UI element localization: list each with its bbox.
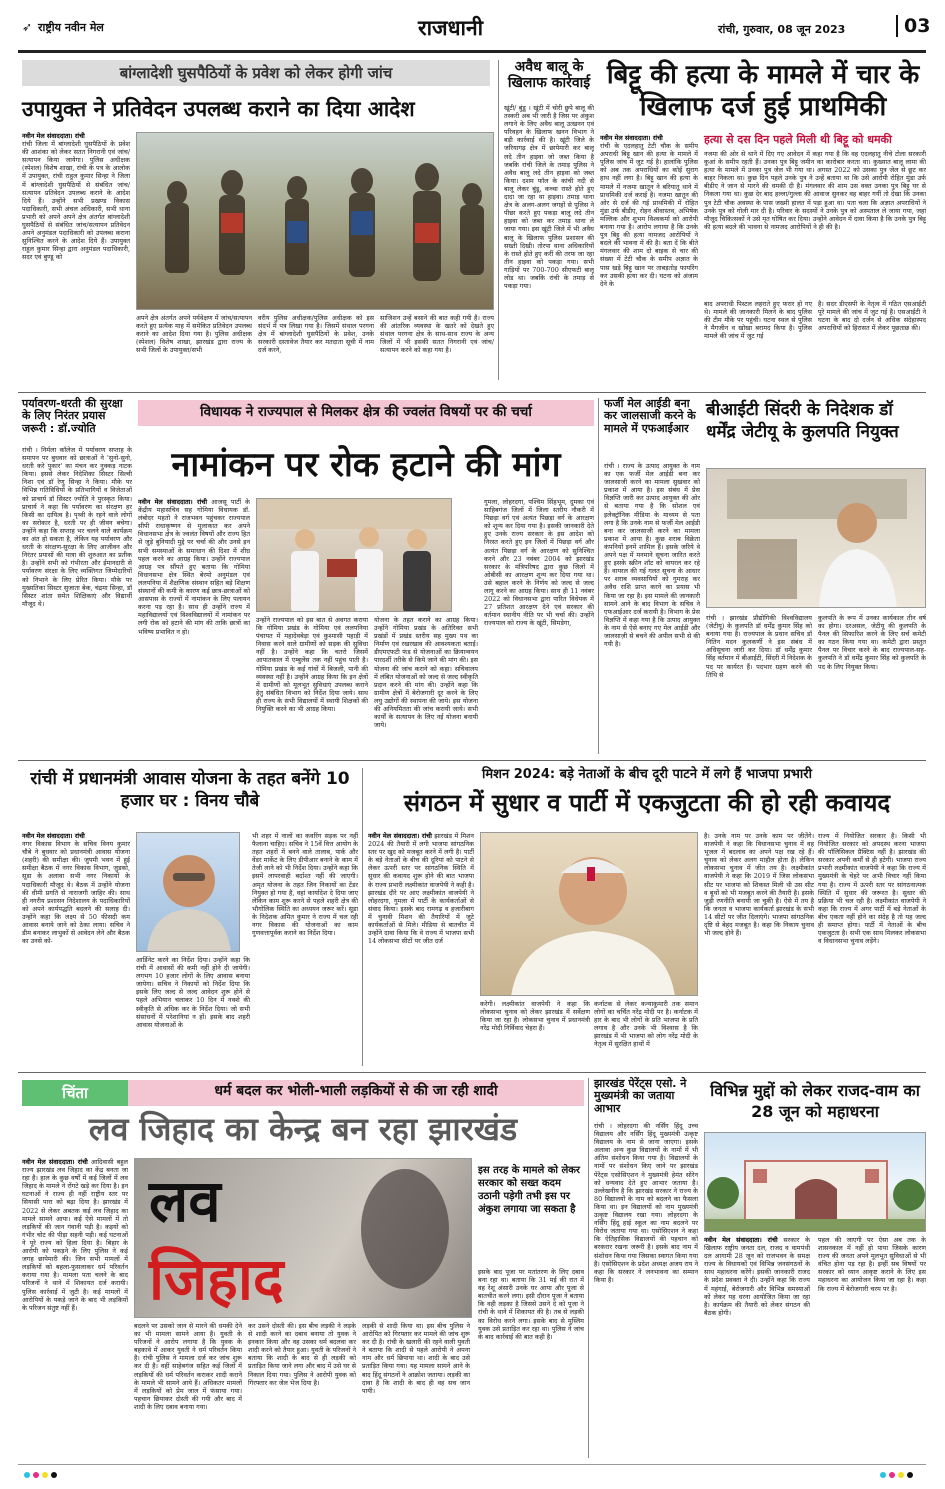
section-name: राजधानी [418, 16, 484, 40]
a6-left-rule [598, 398, 599, 754]
a12-byline: नवीन मेल संवाददाता। रांची [704, 1236, 778, 1244]
a3-col1 [600, 134, 698, 378]
a3-subhead: हत्या से दस दिन पहले मिली थी बिट्टू को धमकी [704, 133, 892, 146]
a3-body1: रांची के एदलहातु टेटी चौक के समीप अपराधी बिट्टू खान की हत्या के मामले में पुलिस जांच में जुट गई है। हालांकि पुलिस को अब तक अपराधियों का कोई सुराग हाथ नहीं लगा है। बिट्टू खान की हत्या के मामले में नजमा खातून ने बरियातू थाने में प्राथमिकी दर्ज कराई है। नजमा खातून की ओर से दर्ज की गई प्राथमिकी में रोहित मुंडा उर्फ बीडीए, रोहन श्रीवास्तव, अभिषेक मल्लिक और शुभम विश्वकर्मा को आरोपी बनाया गया है। आरोप लगाया है कि उनके पुत्र बिट्टू की हत्या नामजद आरोपियों ने बदले की भावना में की है। बता दें कि बीते मंगलवार की शाम दो बाइक से चार की संख्या में टेटी चौक के समीप अज्ञात के पास खड़े बिट्टू खान पर ताबड़तोड़ फायरिंग कर उसकी हत्या कर दी। घटना को अंजाम देने के [600, 142, 698, 288]
a9-headline: संगठन में सुधार व पार्टी में एकजुटता की हो रही कवायद [403, 789, 891, 817]
a5-byline: नवीन मेल संवाददाता। रांची [138, 498, 208, 506]
yellow-dot [898, 1472, 904, 1478]
a10-col4: लड़की से शादी किया था। इस बीच पुलिस ने आरोपित को गिरफ्तार कर मामले की जांच शुरू कर दी है। रांची के खलारी की रहने वाली युवती ने बताया कि शादी से पहले आरोपी ने अपना नाम और धर्म छिपाया था। शादी के बाद उसे प्रताड़ित किया गया। यह मामला सामने आने के बाद हिंदू संगठनों ने आक्रोश जताया। लड़की का दावा है कि शादी के बाद ही वह सच जान पायी। [362, 1322, 470, 1395]
rule-row3 [18, 1072, 926, 1073]
a3-headline: बिट्टू की हत्या के मामले में चार के खिलाफ दर्ज हुई प्राथमिकी [606, 60, 920, 122]
a10-kicker: धर्म बदल कर भोली-भाली लड़कियों से की जा रही शादी [214, 1083, 498, 1099]
yellow-dot [42, 1472, 48, 1478]
a8-photo [136, 832, 240, 952]
a9-left-rule [362, 768, 363, 1066]
a1-photo-figures [137, 133, 494, 310]
a9-caption: करेगी। लक्ष्मीकांत वाजपेयी ने कहा कि लोकसभा चुनाव को लेकर झारखंड में सर्वेक्षण किया जा रहा है। लोकसभा चुनाव में प्रधानमंत्री नरेंद्र मोदी निर्विवाद चेहरा हैं। [480, 1000, 590, 1033]
a9-kicker: मिशन 2024: बड़े नेताओं के बीच दूरी पाटने में लगे हैं भाजपा प्रभारी [482, 767, 812, 782]
a4-headline: पर्यावरण-धरती की सुरक्षा के लिए निरंतर प्रयास जरूरी : डॉ.ज्योति [22, 397, 123, 435]
svg-text:लव: लव [149, 1167, 221, 1235]
svg-text:जिहाद: जिहाद [149, 1245, 284, 1313]
cyan-dot [24, 1472, 30, 1478]
rule-row1 [18, 392, 926, 393]
a5-body1: आजसू पार्टी के केंद्रीय महासचिव सह गोमिया विधायक डॉ. लंबोदर महतो ने राजभवन पहुंचकर राज्यपाल सीपी राधाकृष्णन से मुलाकात कर अपने विधानसभा क्षेत्र के ज्वलंत विषयों और राज्य हित से जुड़े बुनियादी मुद्दे पर चर्चा की और उनसे इन सभी समस्याओं के समाधान की दिशा में शीघ्र पहल करने का आग्रह किया। उन्होंने राज्यपाल आग्रह पत्र सौंपते हुए बताया कि गोमिया विधानसभा क्षेत्र स्थित बेरमो अनुमंडल एवं ललपनिया में शैक्षणिक संस्थान सहित बड़े शिक्षण संस्थानों की कमी के कारण कई छात्र-छात्राओं को आसपास के राज्यों में नामांकन के लिए पलायन करना पड़ रहा है। साथ ही उन्होंने राज्य में महाविद्यालयों एवं विश्वविद्यालयों में नामांकन पर लगी रोक को हटाने की मांग की ताकि छात्रों का भविष्य प्रभावित न हो। [138, 498, 250, 636]
a11-left-rule [588, 1078, 589, 1458]
brand-name: राष्ट्रीय नवीन मेल [38, 21, 104, 34]
a1-body1: रांची जिला में बांग्लादेशी घुसपैठियों के प्रवेश की आशंका को लेकर सतत निगरानी एवं जांच/सत्यापन किया जायेगा। पुलिस अधीक्षक (स्पेशल) विशेष शाखा, रांची के पत्र के आलोक में उपायुक्त, रांची राहुल कुमार सिन्हा ने जिला में बांग्लादेशी घुसपैठियों से संबंधित जांच/सत्यापन प्रतिवेदन उपलब्ध कराने के आदेश दिये हैं। उन्होंने सभी प्रखण्ड विकास पदाधिकारी, सभी अंचल अधिकारी, सभी थाना प्रभारी को अपने अपने क्षेत्र अंतर्गत बांग्लादेशी घुसपैठियों से संबंधित जांच/सत्यापन प्रतिवेदन अपने अनुमंडल पदाधिकारी को उपलब्ध कराना सुनिश्चित करने के आदेश दिये हैं। उपायुक्त राहुल कुमार सिन्हा द्वारा अनुमंडल पदाधिकारी, सदर एवं बुण्डू को [22, 140, 130, 262]
a5-col4: गुमला, लोहरदगा, पश्चिम सिंहभूम, दुमका एवं साहिबगंज जिलों में जिला स्तरीय नौकरी में पिछड़ा वर्ग एवं अत्यंत पिछड़ा वर्ग के आरक्षण को शून्य कर दिया गया है। इसकी जानकारी देते हुए उनके राज्य सरकार के इस आदेश को निरस्त करते हुए इन जिलों में पिछड़ा वर्ग और अत्यंत पिछड़ा वर्ग के आरक्षण को सुनिश्चित करने और 23 नवंबर 2004 को झारखंड सरकार के मंत्रिपरिषद द्वारा कुछ जिलों में ओबीसी का आरक्षण शून्य कर दिया गया था। उसे बहाल करने के निर्णय को जल्द से जल्द लागू करने का आग्रह किया। साथ ही 11 नवंबर 2022 को विधानसभा द्वारा पारित विधेयक में 27 प्रतिशत आरक्षण देने एवं सरकार की वर्तमान स्थानीय नीति पर भी चर्चा की। उन्होंने राज्यपाल को राज्य के खूंटी, सिमडेगा, [484, 498, 594, 628]
a5-col1 [138, 498, 250, 754]
a1-headline: उपायुक्त ने प्रतिवेदन उपलब्ध कराने का दिया आदेश [22, 97, 415, 121]
a3-body4: है। सदर डीएसपी के नेतृत्व में गठित एसआईटी पूरे मामले की जांच में जुट गई है। एसआईटी ने घटना के बाद दो दर्जन से अधिक संदेहास्पद अपराधियों को हिरासत में लेकर पूछताछ की। [818, 300, 926, 333]
registration-marks-right [880, 1472, 913, 1478]
footer-rule [18, 1464, 926, 1465]
a1-col3: वरीय पुलिस अधीक्षक/पुलिस अधीक्षक को इस संदर्भ में पत्र लिखा गया है। जिसमें संथाल परगना क्षेत्र में बांग्लादेशी घुसपैठियों के प्रवेश, उनके सरकारी दस्तावेज तैयार कर मतदाता सूची में नाम दर्ज करने, [258, 314, 374, 355]
a8-headline: रांची में प्रधानमंत्री आवास योजना के तहत बनेंगे 10 हजार घर : विनय चौबे [30, 769, 350, 812]
magenta-dot [33, 1472, 39, 1478]
a3-byline: नवीन मेल संवाददाता। रांची [600, 134, 663, 142]
a10-col5: इसके बाद पूजा पर मतांतरण के लिए दबाव बना रहा था। बताया कि 31 मई की रात में वह रेशू अंसारी उनके घर आया और पूजा से बातचीत करने लगा। इसी दौरान पूजा ने बताया कि वही लड़का है जिससे उसने दे को पूजा ने रांची के थाने में शिकायत की है। तब से लड़की का विरोध करने लगा। इसके बाद से मुस्लिम युवक उसे प्रताड़ित कर रहा था। पुलिस ने जांच के बाद कार्रवाई की बात कही है। [478, 1268, 584, 1341]
a10-body1: आदिवासी बहुल राज्य झारखंड लव जिहाद का केंद्र बनता जा रहा है। हाल के कुछ वर्षों में कई जिलों में लव जिहाद के मामले ने रोंगटे खड़े कर दिया है। इन घटनाओं ने राज्य ही नहीं राष्ट्रीय स्तर पर सियासी पारा को बढ़ा दिया है। झारखंड में 2022 से लेकर अबतक कई लव जिहाद का मामले सामने आया। कई ऐसे मामलों में तो लड़कियों की जान गंवानी पड़ी है। कइयों को गंभीर चोट की पीड़ा सहनी पड़ी। कई घटनाओं ने पूरे राज्य को हिला दिया है। बिहार के आरोपी को पकड़ने के लिए पुलिस ने कई जगह छापेमारी की। जिन सभी मामलों में लड़कियों को बहला-फुसलाकर धर्म परिवर्तन कराया गया है। मामला पता चलने के बाद परिजनों ने थाने में शिकायत दर्ज करायी। पुलिस कार्रवाई में जुटी है। कई मामलों में आरोपियों के पकड़े जाने के बाद भी लड़कियों के परिजन संतुष्ट नहीं हैं। [22, 1158, 128, 1312]
a2-left-rule [498, 60, 499, 380]
a1-col1 [22, 132, 130, 380]
rule-row2 [18, 760, 926, 761]
a11-headline: झारखंड पेरेंट्स एसो. ने मुख्यमंत्री का जताया आभार [594, 1077, 687, 1115]
a10-col3: कर उसने दोस्ती की। इस बीच लड़की ने लड़के से शादी करने का दबाव बनाया तो युवक ने इनकार किया और वह उसका धर्म बदलवा कर शादी करने को तैयार हुआ। युवती के परिजनों ने बताया कि शादी के बाद से ही लड़की को प्रताड़ित किया जाने लगा और बाद में उसे घर से निकाल दिया गया। पुलिस ने आरोपी युवक को गिरफ्तार कर जेल भेज दिया है। [248, 1322, 356, 1387]
bird-logo-icon: ➶ [22, 20, 33, 34]
a9-body1: झारखंड में मिशन 2024 की तैयारी में लगी भाजपा सांगठनिक स्तर पर खुद को मजबूत करने में लगी है। पार्टी के बड़े नेताओं के बीच की दूरियां को पाटने से लेकर ऊपरी स्तर पर सांगठनिक स्थिति में सुधार की कवायद शुरू होने की बात भाजपा के राज्य प्रभारी लक्ष्मीकांत वाजपेयी ने कही है। झारखंड दौरे पर आए लक्ष्मीकांत वाजपेयी ने लोहरदगा, गुमला में पार्टी के कार्यकर्ताओं से संवाद किया। इसके बाद रामगढ़ व हजारीबाग में चुनावी मिशन की तैयारियों में जुटे कार्यकर्ताओं से मिले। मीडिया से बातचीत में उन्होंने दावा किया कि वे राज्य में भाजपा सभी 14 लोकसभा सीटों पर जीत दर्ज [368, 832, 474, 946]
a9-col3: है। उनके नाम पर उनके काम पर जीतेंगे। वाजपेयी ने कहा कि विधानसभा चुनाव में वह भूजल में बदलाव का अपने पक्ष रख रहे हैं। चुनाव को लेकर अलग माहौल होता है। लेकिन लोकसभा चुनाव में जीत तय है। लक्ष्मीकांत वाजपेयी ने कहा कि 2019 में जिस लोकसभा सीट पर भाजपा को शिकस्त मिली थी उस सीट व बूथों को भी मजबूत करने की तैयारी है। इसके जुड़ी रणनीति बनायी जा चुकी है। ऐसे में तय है कि जनता व भाजपा कार्यकर्ता झारखंड के सभी 14 सीटों पर जीत दिलाएंगे। भाजपा सांगठनिक दृष्टि से बेहद मजबूत है। कहा कि निकाय चुनाव भी जल्द होने हैं। [704, 832, 814, 938]
a10-col1 [22, 1158, 128, 1458]
a8-col1 [22, 832, 130, 1066]
a5-col3: योजना के तहत कराने का आग्रह किया। उन्होंने गोमिया प्रखंड के अतिरिक्त सभी प्रखंडों में प्रखंड स्तरीय सह मुख्य पथ का निर्माण एवं रखरखाव की आवश्यकता बताई। डीएमएफटी फंड से योजनाओं का क्रियान्वयन पारदर्शी तरीके से किये जाने की मांग की। इस योजना की जांच कराने को कहा। सचिवालय में लंबित योजनाओं को जल्द से जल्द स्वीकृति प्रदान करने की मांग की। उन्होंने कहा कि ग्रामीण क्षेत्रों में बेरोजगारी दूर करने के लिए लघु उद्योगों की स्थापना की जाये। इस योजना की अनियमितता की जांच करायी जाये। सभी कार्यों के सत्यापन के लिए नई योजना बनायी जाये। [374, 616, 478, 730]
a9-byline: नवीन मेल संवाददाता। रांची [368, 832, 432, 840]
a8-col3: भी शहर में नालों का कवरिंग सड़क पर नहीं फैलाना चाहिए। सचिव ने 15वें वित्त आयोग के तहत शहरों में बनने वाले तालाब, पार्क और वेंडर मार्केट के लिए डीपीआर बनाने के काम में तेजी लाने को भी निर्देश दिया। उन्होंने कहा कि इसमें लापरवाही बर्दाश्त नहीं की जाएगी। अमृत योजना के तहत जिन निकायों का टेंडर नियुक्त हो गया है, वहां कार्यादेश दे दिया जाए लेकिन काम शुरू करने से पहले शहरी क्षेत्र की भौगोलिक स्थिति का अध्ययन जरूर करें। सूडा के निदेशक अमित कुमार ने राज्य में चल रही नगर विकास की योजनाओं का काम गुणवत्तापूर्वक कराने का निर्देश दिया। [252, 832, 358, 938]
a7-col2: कुलपति के रूप में उनका कार्यकाल तीन वर्ष का होगा। दरअसल, जेटीयू की कुलपति के पैनल की सिफारिश करने के लिए सर्च कमेटी का गठन किया गया था। कमेटी द्वारा प्रस्तुत पैनल पर विचार करने के बाद राज्यपाल-सह-कुलपति ने डॉ धर्मेंद्र कुमार सिंह को कुलपति के पद के लिए नियुक्त किया। [818, 614, 926, 671]
a9-col2: कर्नाटक से लेकर कन्याकुमारी तक समान लोगों का चर्चित नरेंद्र मोदी पर है। कर्नाटक में हार के बाद भी लोगों के प्रति भाजपा के प्रति लगाव है और उनके भी विश्वास है कि झारखंड में भी भाजपा को लोग नरेंद्र मोदी के नेतृत्व में सुरक्षित हाथों में [594, 1000, 698, 1049]
a12-col1 [704, 1236, 810, 1458]
a8-byline: नवीन मेल संवाददाता। रांची [22, 832, 85, 840]
a9-photo [480, 832, 698, 996]
a7-headline: बीआईटी सिंदरी के निदेशक डॉ धर्मेंद्र जेटीयू के कुलपति नियुक्त [706, 400, 899, 442]
a10-headline: लव जिहाद का केन्द्र बन रहा झारखंड [88, 1110, 518, 1148]
a1-kicker: बांग्लादेशी घुसपैठियों के प्रवेश को लेकर होगी जांच [22, 60, 490, 86]
a3-body2: नजमा की ओर से थाने में दिए गए आवेदन में कहा गया है कि वह एदलहातु नीचे टोला सरकारी कुआं के समीप रहती हैं। उनका पुत्र बिट्टू जमीन का कारोबार करता था। कुख्यात बालू लामा की हत्या के मामले में उनका पुत्र जेल भी गया था। अगस्त 2022 को उसका पुत्र जेल से छूट कर बाहर निकला था। कुछ दिन पहले उनके पुत्र ने उन्हें बताया था कि उसे आरोपी रोहित मुंडा उर्फ बीडीए ने जान से मारने की धमकी दी है। मंगलवार की शाम उस वक्त उनका पुत्र बिट्टू घर से निकला गया था। कुछ देर बाद हल्ला/गुल्ला की आवाज सुनकर वह बाहर गयीं तो देखा कि उनका पुत्र टेटी चौक अवस्था के पास जख्मी हालत में पड़ा हुआ था। पता चला कि अज्ञात अपराधियों ने उनके पुत्र को गोली मार दी है। परिवार के सदस्यों ने उनके पुत्र को अस्पताल ले जाया गया, जहां मौजूद चिकित्सकों ने उसे मृत घोषित कर दिया। उन्होंने आवेदन में दावा किया है कि उनके पुत्र बिट्टू की हत्या बदले की भावना से नामजद आरोपियों ने ही की है। [704, 150, 926, 231]
a12-headline: विभिन्न मुद्दों को लेकर राजद-वाम का 28 जून को महाधरना [710, 1081, 920, 1122]
a12-col2: पहल की जाएगी पर ऐसा अब तक के शासनकाल में नहीं हो पाया जिसके कारण राज्य की जनता अपने मूलभूत सुविधाओं से भी वंचित होना पड़ रहा है। इन्हीं सब विषयों पर सरकार को ध्यान आकृष्ट कराने के लिए इस महाधरना का आयोजन किया जा रहा है। कहा कि राज्य में बेरोजगारी चरम पर है। [818, 1236, 926, 1293]
black-dot [907, 1472, 913, 1478]
a9-col1 [368, 832, 474, 1066]
a1-col4: साजिशन उन्हें बसाने की बात कही गयी है। राज्य की आंतरिक व्यवस्था के खतरे को देखते हुए संथाल परगना क्षेत्र के साथ-साथ राज्य के अन्य जिलों में भी इसकी सतत निगरानी एवं जांच/सत्यापन करने को कहा गया है। [380, 314, 494, 355]
cyan-dot [880, 1472, 886, 1478]
a7-col1: रांची । झारखंड प्रौद्योगिकी विश्वविद्यालय (जेटीयू) के कुलपति डॉ धर्मेंद्र कुमार सिंह को बनाया गया है। राज्यपाल के प्रधान सचिव डॉ नितिन मदन कुलकर्णी ने इस संबंध में अधिसूचना जारी कर दिया। डॉ धर्मेंद्र कुमार सिंह वर्तमान में बीआईटी, सिंदरी में निदेशक के पद पर कार्यरत हैं। पदभार ग्रहण करने की तिथि से [706, 614, 812, 679]
a8-body1: नगर विकास विभाग के सचिव विनय कुमार चौबे ने बुधवार को प्रधानमंत्री आवास योजना (शहरी) की समीक्षा की। जुपमी भवन में हुई समीक्षा बैठक में नगर विकास विभाग, जुडको, सूडा के अलावा सभी नगर निकायों के पदाधिकारी मौजूद थे। बैठक में उन्होंने योजना की धीमी प्रगति से नाराजगी जाहिर की। साथ ही नगरीय प्रशासन निदेशालय के पदाधिकारियों को अपने कार्यपद्धति बदलने की सलाह दी। उन्होंने कहा कि लक्ष्य से 50 फीसदी कम आवास बनाये जाने को ठेका लाया। सचिव ने डीम बनाकर लाभुकों से आवेदन लेने और बैठक का उनसे को- [22, 840, 130, 946]
a5-photo-people [257, 499, 452, 612]
masthead [18, 10, 931, 50]
a10-photo [134, 1158, 472, 1318]
a10-byline: नवीन मेल संवाददाता। रांची [22, 1158, 88, 1166]
a9-photo-portrait [481, 833, 698, 996]
a9-col4: राज्य में नियोजित सरकार है। किसी भी नियोजित सरकार को अपदस्थ करना भाजपा की पॉलिसिकल प्रैक्टिस नहीं है। झारखंड की सरकार अपनी कर्मों से ही हटेगी। भाजपा राज्य प्रभारी लक्ष्मीकांत वाजपेयी ने कहा कि राज्य में मुख्यमंत्री के चेहरे पर अभी विचार नहीं किया गया है। राज्य में ऊपरी स्तर पर सांगठनात्मक स्थिति में सुधार की जरूरत है। सुधार की प्रक्रिया भी चल रही है। लक्ष्मीकांत वाजपेयी ने कहा कि राज्य में अगर पार्टी में बड़े नेताओं के बीच एकता नहीं होने का संदेह है तो यह जल्द ही समाप्त होगा। पार्टी में नेताओं के बीच एकजुटता है। सभी एक साथ मिलकर लोकसभा व विधानसभा चुनाव लड़ेंगे। [818, 832, 926, 946]
a3-body3: बाद अपराधी पिस्टल लहराते हुए फरार हो गए थे। मामले की जानकारी मिलने के बाद पुलिस की टीम मौके पर पहुंची। घटना स्थल से पुलिस ने मैगजीन व खोखा बरामद किया है। पुलिस मामले की जांच में जुट गई [704, 300, 812, 341]
a6-body: रांची । राज्य के उत्पाद आयुक्त के नाम का एक फर्जी मेल आईडी बना कर जालसाजी करने का मामला सुखवार को प्रकाश में आया है। इस संबंध में प्रेस विज्ञप्ति जारी कर उत्पाद आयुक्त की ओर से बताया गया है कि सोशल एवं इलेक्ट्रॉनिक मीडिया के माध्यम से पता लगा है कि उनके नाम से फर्जी मेल आईडी बना कर जालसाजी करने का मामला प्रकाश में आया है। कुछ शराब विक्रेता कंपनियों इनमें शामिल हैं। इसके जरिये वे अपने पक्ष में मनमाने सूचना जारित करते हुए इसके स्क्रीन शॉट को वायरल कर रहे हैं। वायरल की गई गलत सूचना के आधार पर शराब व्यवसायियों को गुमराह कर अवैध राशि प्राप्त करने का प्रयास भी किया जा रहा है। इस मामले की जानकारी सामने आने के बाद विभाग के सचिव ने एफआईआर दर्ज करायी है। विभाग के प्रेस विज्ञप्ति में कहा गया है कि उत्पाद आयुक्त के नाम से ऐसे बनाए गए मेल आईडी और जालसाज़ी से बचने की अपील सभी से की गयी है। [604, 462, 700, 649]
a10-photo-art [135, 1159, 472, 1318]
a2-body: खूंटी/ बुंडू । खूंटी में चोरी छुपे बालू की तस्करी अब भी जारी है जिस पर अंकुश लगाने के लिए अवैध बालू उत्खनन एवं परिवहन के खिलाफ खनन विभाग ने बड़ी कार्रवाई की है। खूंटी जिले के जरियागढ़ क्षेत्र में छापेमारी कर बालू लदे तीन हाइवा जो जब्त किया है जबकि रांची जिले के तमाड़ पुलिस ने अवैध बालू लदे तीन हाइवा को जब्त किया। दशम फॉल के कांची नदी से बालू लेकर बुंडू, कच्चा रास्ते होते हुए दादा जा रहा था हाइवा। तमाड़ थाना क्षेत्र के अलग-अलग जगहों से पुलिस ने पीछा करते हुए पकड़ा बालू लदे तीन हाइवा को जब्त कर तमाड़ थाना ले जाया गया। इस खूंटी जिले में भी अवैध बालू के खिलाफ पुलिस प्रशासन की सख्ती दिखी। तोरपा थाना अधिकारियों के रास्ते होते हुए करीं की तरफ जा रहा तीन हाइवा को पकड़ा गया। सभी गाड़ियों पर 700-700 सीएफटी बालू लोड था। जबकि रांची के तमाड़ से पकड़ा गया। [504, 104, 594, 291]
a8-photo-portrait [137, 833, 240, 952]
a10-tag: चिंता [22, 1080, 128, 1106]
a5-col2: उन्होंने राज्यपाल को इस बात से अवगत कराया कि गोमिया प्रखंड के गोमिया एवं ललपनिया पंचायत में महादेवबेड़ा एवं कुश्मासी पहाड़ी में निवास करने वाले ग्रामीणों को सड़क की सुविधा नहीं है। उन्होंने कहा कि चतरो जिसमें आपातकाल में एम्बुलेंस तक नहीं पहुंच पाती है। गोमिया प्रखंड के कई गांवों में बिजली, पानी की व्यवस्था नहीं है। उन्होंने आग्रह किया कि इन क्षेत्रों में ग्रामीणों को मूलभूत सुविधाएं उपलब्ध कराने हेतु संबंधित विभाग को निर्देश दिया जाये। साथ ही राज्य के सभी विद्यालयों में स्थायी शिक्षकों की नियुक्ति करने का भी आग्रह किया। [256, 616, 368, 714]
a7-photo-portrait [707, 469, 926, 608]
a6-headline: फर्जी मेल आईडी बना कर जालसाजी करने के मामले में एफआईआर [604, 397, 696, 435]
a1-col2: अपने क्षेत्र अंतर्गत अपने पर्यवेक्षण में जांच/सत्यापन करते हुए प्रत्येक माह में समेकित प्रतिवेदन उपलब्ध कराने का आदेश दिया गया है। पुलिस अधीक्षक (स्पेशल) विशेष शाखा, झारखंड द्वारा राज्य के सभी जिलों के उपायुक्त/सभी [136, 314, 252, 355]
a12-body1: सरकार के खिलाफ राष्ट्रीय जनता दल, राजद व वामपंथी दल आगामी 28 जून को राजभवन के समक्ष राज्य के विधायकों एवं विभिन्न जनसंगठनों के साथ महाधरना करेंगे। इसकी जानकारी राजद के प्रदेश प्रवक्ता ने दी। उन्होंने कहा कि राज्य में महंगाई, बेरोजगारी और विभिन्न समस्याओं को लेकर यह धरना आयोजित किया जा रहा है। कार्यक्रम की तैयारी को लेकर संगठन की बैठक होगी। [704, 1236, 810, 1317]
a7-photo [706, 468, 926, 608]
a5-kicker: विधायक ने राज्यपाल से मिलकर क्षेत्र की ज्वलंत विषयों पर की चर्चा [200, 404, 532, 420]
a2-headline: अवैध बालू के खिलाफ कार्रवाई [507, 59, 591, 91]
magenta-dot [889, 1472, 895, 1478]
a10-pull-quote: इस तरह के मामले को लेकर सरकार को सख्त कदम उठानी पड़ेगी तभी इस पर अंकुश लगाया जा सकता है [478, 1165, 581, 1215]
a1-photo [136, 132, 494, 310]
a4-body: रांची । निर्मला कॉलेज में पर्यावरण सप्ताह के समापन पर बुधवार को छात्राओं ने 'सुनो-सुनो, धरती करे पुकार' का मंचन कर नुक्कड़ नाटक किया। इससे लेकर निदेशिका सिस्टर सिल्वी निशा एवं डॉ रेणु सिन्हा ने किया। मौके पर विभिन्न गतिविधियों के प्रतिभागियों व विजेताओं को प्राचार्य डॉ सिस्टर ज्योति ने पुरस्कृत किया। प्राचार्य ने कहा कि पर्यावरण का संरक्षण हर किसी का दायित्व है। पृथ्वी के रहने वाले लोगों का सरोकार है, धरती पर ही जीवन बचेगा। उन्होंने कहा कि सप्ताह भर चलने वाले कार्यक्रम का अंत हो सकता है, लेकिन यह पर्यावरण और धरती के संरक्षण-सुरक्षा के लिए आजीवन और निरंतर प्रयासों की यात्रा की शुरुआत का प्रतीक है। उन्होंने सभी को गंभीरता और ईमानदारी से पर्यावरण संरक्षा के लिए व्यक्तिगत जिम्मेदारियों को निभाने के लिए प्रेरित किया। मौके पर मुख्यतिका सिस्टर सुजाता बेक, चंद्रमा सिन्हा, डॉ सिस्टर शांता समेत शिक्षिकाएं और विद्यार्थी मौजूद थे। [22, 446, 132, 608]
dateline: रांची, गुरुवार, 08 जून 2023 [718, 23, 846, 36]
a12-photo-building [705, 1133, 926, 1232]
a11-body: रांची । लोहरदगा की नर्सिंग हिंदू उच्च विद्यालय और नर्सिंग हिंदू मुख्यमंत्री उत्कृष्ट विद्यालय के नाम से जाना जाएगा। इसके अलावा अन्य कुछ विद्यालयों के नामों में भी अंतिम संशोधन किया गया है। विद्यालयों के नामों पर संशोधन किए जाने पर झारखंड पेरेंट्स एसोसिएशन ने मुख्यमंत्री हेमंत सोरेन को धन्यवाद देते हुए आभार जताया है। उल्लेखनीय है कि झारखंड सरकार ने राज्य के 80 विद्यालयों के नाम को बदलने का फैसला किया था। इन विद्यालयों को नाम मुख्यमंत्री उत्कृष्ट विद्यालय रखा गया। लोहरदगा के नर्सिंग हिंदू हाई स्कूल का नाम बदलने पर विरोध जताया गया था। एसोसिएशन ने कहा कि ऐतिहासिक विद्यालयों की पहचान को बरकरार रखना जरूरी है। इसके बाद नाम में संशोधन किया गया जिसका स्वागत किया गया है। एसोसिएशन के प्रदेश अध्यक्ष अजय राय ने कहा कि सरकार ने जनभावना का सम्मान किया है। [594, 1122, 698, 1284]
a5-headline: नामांकन पर रोक हटाने की मांग [171, 445, 561, 485]
a10-col2: बदलने पर उसको जान से मारने की धमकी देने का भी मामला सामने आया है। युवती के परिजनों ने आरोप लगाया है कि युवक के बहकावे में आकर युवती ने धर्म परिवर्तन किया है। रांची पुलिस ने मामला दर्ज कर जांच शुरू कर दी है। वहीं साहेबगंज सहित कई जिलों में लड़कियों की धर्म परिवर्तन कराकर शादी कराने के मामले भी सामने आये हैं। अधिकतर मामलों में लड़कियों को प्रेम जाल में फंसाया गया। पहचान छिपाकर दोस्ती की गयी और बाद में शादी के लिए दबाव बनाया गया। [134, 1322, 242, 1411]
black-dot [51, 1472, 57, 1478]
registration-marks-left [24, 1472, 57, 1478]
page-number: 03 [896, 15, 930, 37]
a5-photo [256, 498, 452, 612]
masthead-rule [18, 50, 926, 53]
a12-photo [704, 1132, 926, 1232]
a1-byline: नवीन मेल संवाददाता। रांची [22, 132, 85, 140]
a8-col2: आर्डिनेट करने का निर्देश दिया। उन्होंने कहा कि रांची में आवासों की कमी नहीं होने दी जायेगी। लगभग 10 हजार लोगों के लिए आवास बनाया जायेगा। सचिव ने निकायों को निर्देश दिया कि इसके लिए जल्द से जल्द आवेदन शुरू होने से पहले अभियान चलाकर 10 दिन में नक्शे की स्वीकृति से अधिक कर के निर्देश दिया। जो सभी संसाधनों में परेशानियां न हों। इसके बाद शहरी आवास योजनाओं के [136, 956, 250, 1029]
